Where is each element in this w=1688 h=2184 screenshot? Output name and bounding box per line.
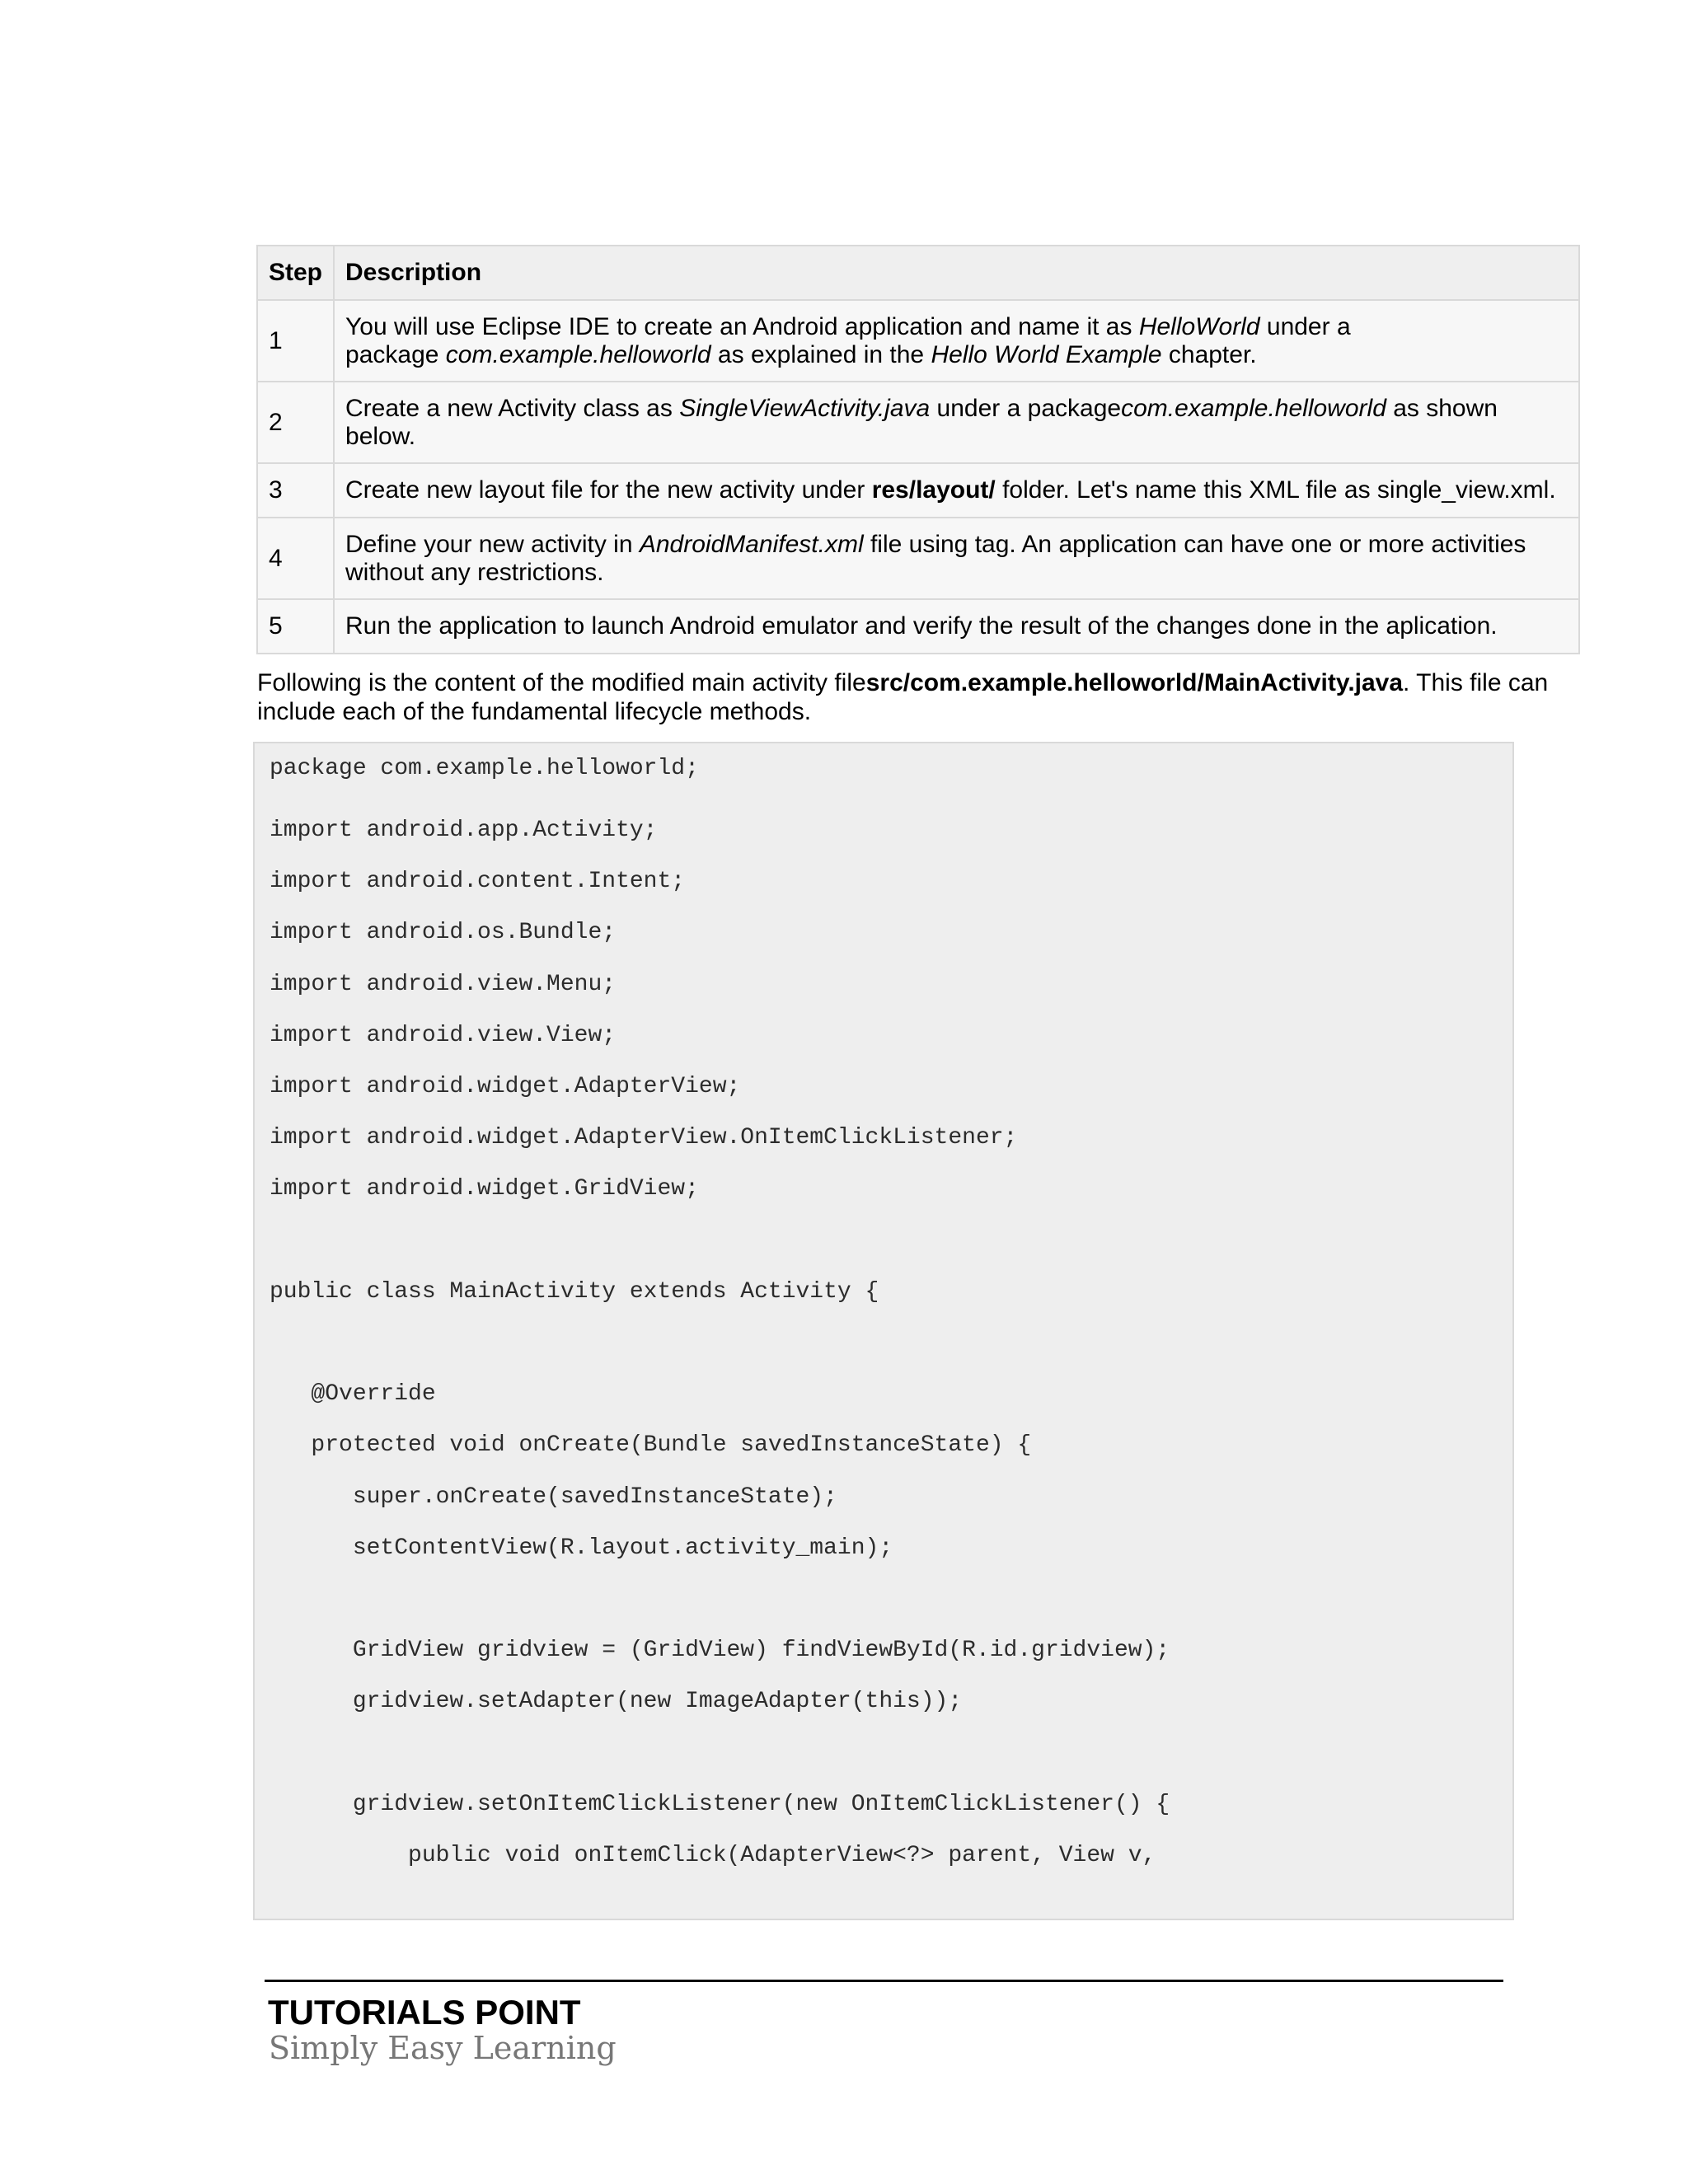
intro-text: Following is the content of the modified main activity file	[257, 669, 866, 696]
code-line: import android.os.Bundle;	[270, 920, 617, 945]
code-block	[253, 742, 1514, 1920]
step-number: 2	[257, 382, 334, 463]
step-description: Run the application to launch Android emulator and verify the result of the changes done in the aplication.	[334, 599, 1579, 654]
code-line: super.onCreate(savedInstanceState);	[270, 1484, 837, 1510]
steps-table	[256, 245, 1580, 654]
step-description: You will use Eclipse IDE to create an Android application and name it as HelloWorld under a package com.example.helloworld as explained in the Hello World Example chapter.	[334, 300, 1579, 382]
code-line: gridview.setAdapter(new ImageAdapter(this));	[270, 1689, 963, 1714]
code-line: import android.widget.AdapterView;	[270, 1074, 741, 1099]
code-line: protected void onCreate(Bundle savedInstanceState) {	[270, 1432, 1032, 1458]
footer-divider	[265, 1980, 1503, 1982]
intro-paragraph	[257, 668, 1576, 726]
table-row	[257, 382, 1579, 463]
description-column-header: Description	[334, 246, 1579, 300]
table-row	[257, 518, 1579, 599]
table-row	[257, 463, 1579, 518]
table-header-row	[257, 246, 1579, 300]
code-line: import android.content.Intent;	[270, 869, 686, 894]
code-line: public void onItemClick(AdapterView<?> parent, View v,	[270, 1843, 1156, 1868]
step-number: 5	[257, 599, 334, 654]
code-line: import android.widget.AdapterView.OnItemClickListener;	[270, 1125, 1018, 1151]
code-line: import android.view.View;	[270, 1023, 617, 1048]
step-column-header: Step	[257, 246, 334, 300]
table-row	[257, 300, 1579, 382]
code-line: gridview.setOnItemClickListener(new OnItemClickListener() {	[270, 1792, 1170, 1817]
file-path: src/com.example.helloworld/MainActivity.java	[865, 669, 1404, 696]
code-line: package com.example.helloworld;	[270, 756, 699, 781]
intro-text-end: . This file can include each of the fundamental lifecycle methods.	[257, 669, 1549, 725]
footer-brand: TUTORIALS POINT	[268, 1993, 581, 2032]
code-line: @Override	[270, 1381, 436, 1407]
step-description: Create new layout file for the new activity under res/layout/ folder. Let's name this XML file as single_view.xml.	[334, 463, 1579, 518]
step-number: 1	[257, 300, 334, 382]
code-line: import android.view.Menu;	[270, 972, 617, 997]
step-description: Define your new activity in AndroidManifest.xml file using tag. An application can have one or more activities without any restrictions.	[334, 518, 1579, 599]
step-description: Create a new Activity class as SingleViewActivity.java under a packagecom.example.helloworld as shown below.	[334, 382, 1579, 463]
footer-tagline: Simply Easy Learning	[269, 2030, 617, 2066]
code-line: import android.app.Activity;	[270, 818, 658, 843]
step-number: 4	[257, 518, 334, 599]
code-line: GridView gridview = (GridView) findViewById(R.id.gridview);	[270, 1638, 1170, 1663]
code-line: setContentView(R.layout.activity_main);	[270, 1535, 893, 1561]
code-line: public class MainActivity extends Activity {	[270, 1279, 879, 1305]
step-number: 3	[257, 463, 334, 518]
code-line: import android.widget.GridView;	[270, 1176, 699, 1202]
table-row	[257, 599, 1579, 654]
